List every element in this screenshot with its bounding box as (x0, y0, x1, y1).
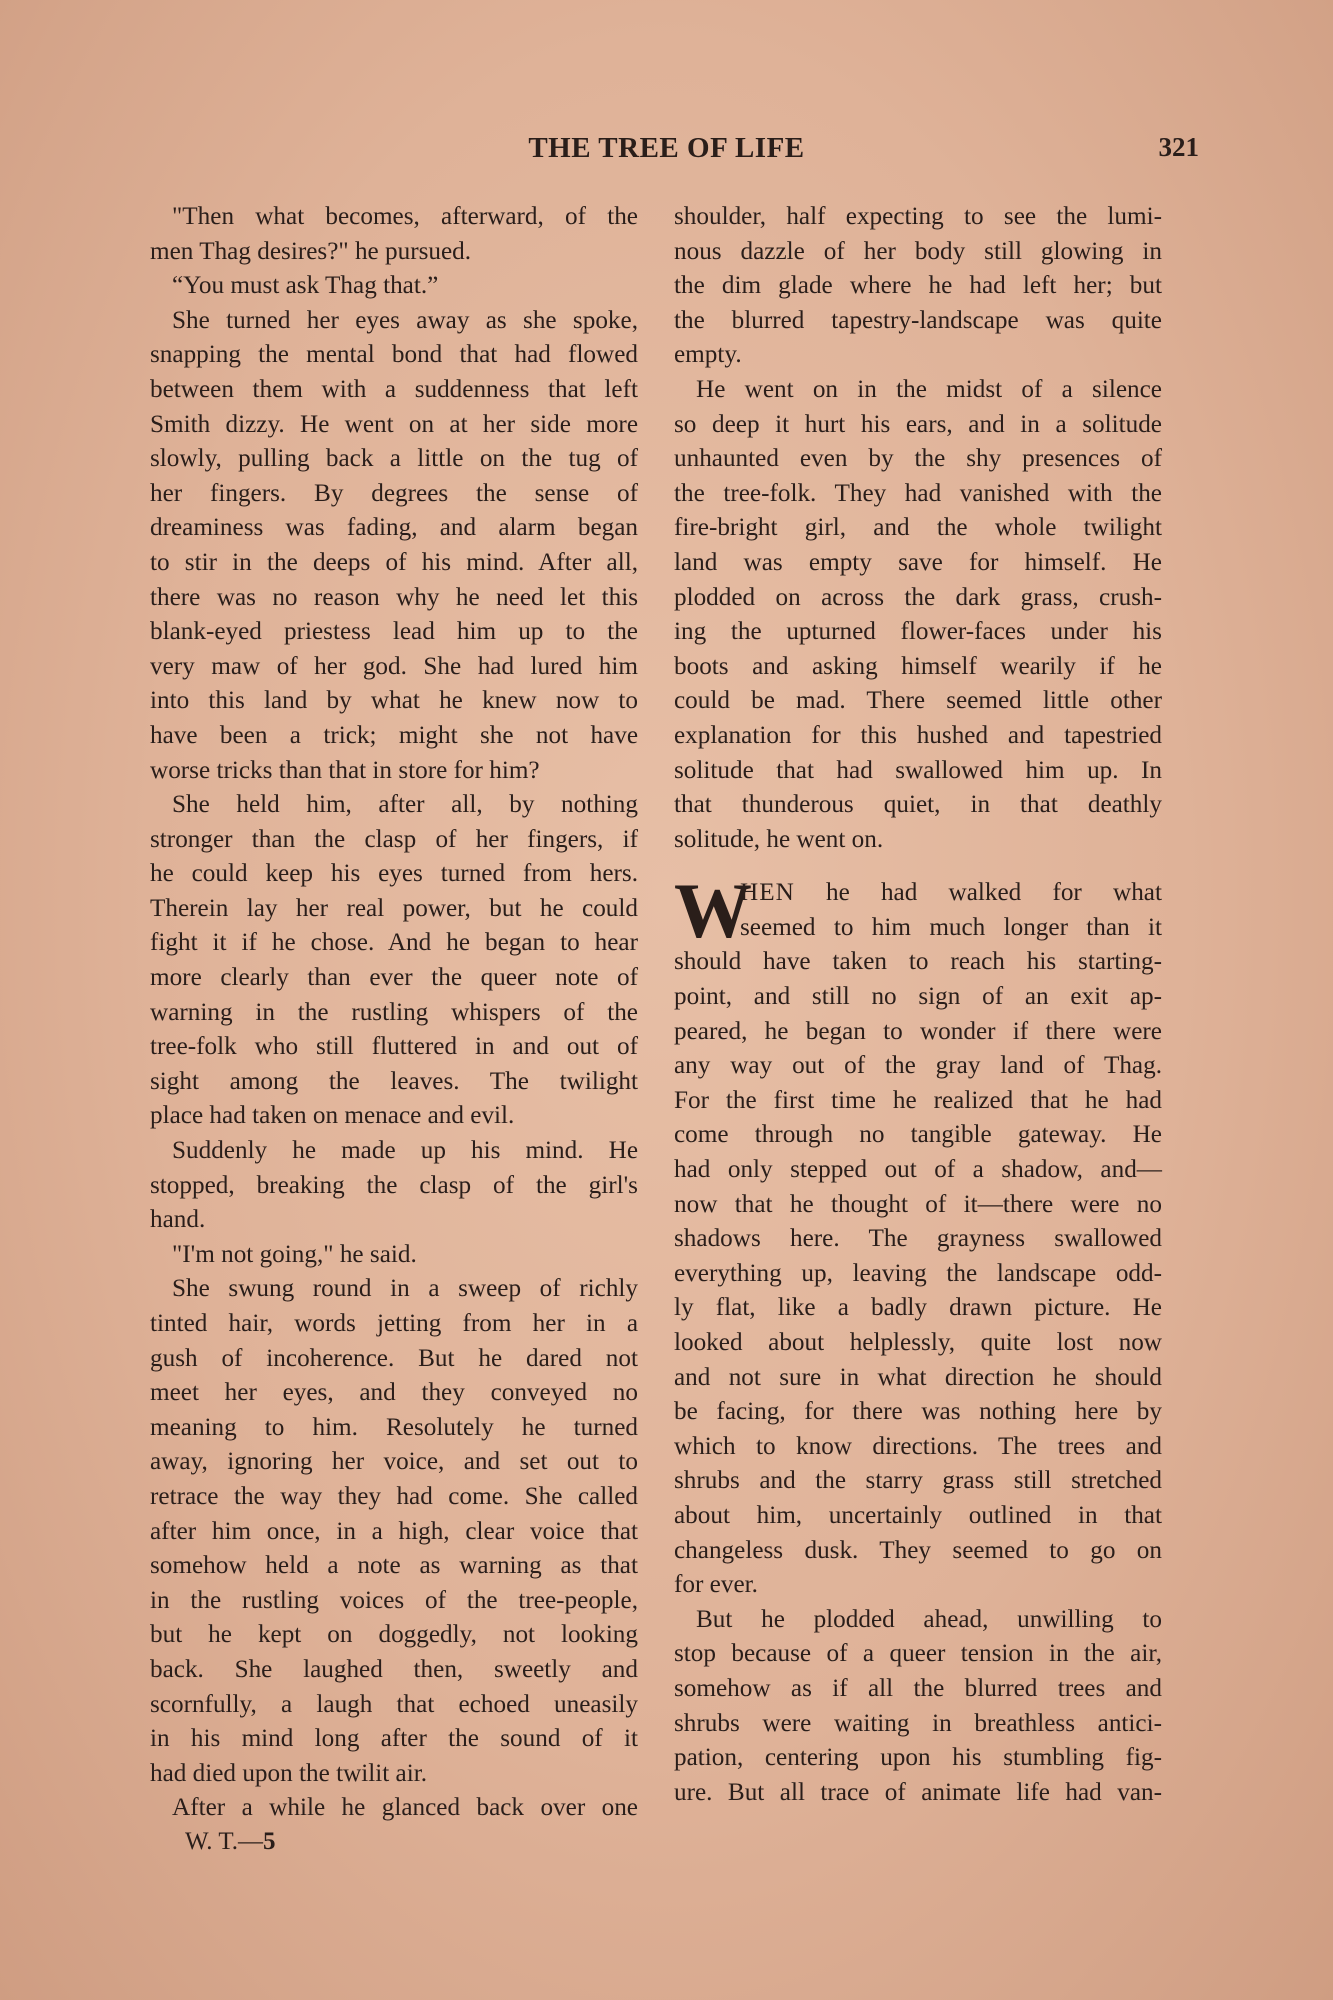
text-line: away, ignoring her voice, and set out to (150, 1448, 638, 1476)
text-line: stopped, breaking the clasp of the girl's (150, 1171, 638, 1199)
text-line: "I'm not going," he said. (172, 1240, 417, 1268)
text-line: tinted hair, words jetting from her in a (150, 1310, 638, 1337)
text-line: But he plodded ahead, unwilling to (696, 1605, 1162, 1633)
text-line: fire-bright girl, and the whole twilight (674, 514, 1162, 542)
text-line: changeless dusk. They seemed to go on (674, 1536, 1162, 1564)
text-line: fight it if he chose. And he began to hear (150, 929, 638, 957)
text-line: empty. (674, 341, 742, 369)
text-line: back. She laughed then, sweetly and (150, 1655, 638, 1683)
text-line: scornfully, a laugh that echoed uneasily (150, 1690, 638, 1718)
text-line: everything up, leaving the landscape odd- (674, 1259, 1162, 1287)
section-opening (674, 867, 1162, 955)
text-line: Therein lay her real power, but he could (150, 894, 638, 922)
text-line: ly flat, like a badly drawn picture. He (674, 1294, 1162, 1322)
text-line: explanation for this hushed and tapestried (674, 721, 1162, 749)
text-line: slowly, pulling back a little on the tug of (150, 445, 638, 473)
text-line: ing the upturned flower-faces under his (674, 618, 1162, 646)
text-line: She held him, after all, by nothing (172, 791, 638, 819)
text-line: Suddenly he made up his mind. He (172, 1137, 638, 1165)
text-line: the tree-folk. They had vanished with the (674, 479, 1162, 507)
line-text: he had walked for what (825, 879, 1162, 907)
text-line: there was no reason why he need let this (150, 583, 638, 611)
text-line: shrubs and the starry grass still stretched (674, 1467, 1162, 1495)
text-line: sight among the leaves. The twilight (150, 1067, 638, 1095)
text-line: looked about helplessly, quite lost now (674, 1329, 1162, 1356)
text-line: boots and asking himself wearily if he (674, 652, 1162, 680)
text-line: unhaunted even by the shy presences of (674, 445, 1162, 473)
text-line: which to know directions. The trees and (674, 1432, 1162, 1460)
text-line: any way out of the gray land of Thag. (674, 1052, 1162, 1080)
page-number: 321 (1158, 132, 1199, 162)
left-column (150, 200, 638, 1826)
text-line: meaning to him. Resolutely he turned (150, 1413, 638, 1441)
text-line: have been a trick; might she not have (150, 721, 638, 749)
text-line: nous dazzle of her body still glowing in (674, 237, 1162, 265)
text-line: more clearly than ever the queer note of (150, 964, 638, 992)
text-line: retrace the way they had come. She called (150, 1482, 638, 1510)
page-header (0, 132, 1333, 172)
text-line: to stir in the deeps of his mind. After all, (150, 548, 638, 576)
text-line: He went on in the midst of a silence (696, 375, 1162, 403)
right-column-top-text (674, 200, 1162, 857)
text-line: and not sure in what direction he should (674, 1363, 1162, 1391)
text-line: Smith dizzy. He went on at her side more (150, 410, 638, 438)
text-line: blank-eyed priestess lead him up to the (150, 618, 638, 646)
text-line: in the rustling voices of the tree-people, (150, 1586, 638, 1614)
text-line: pation, centering upon his stumbling fig- (674, 1744, 1162, 1772)
text-line: seemed to him much longer than it (740, 913, 1162, 941)
text-line: be facing, for there was nothing here by (674, 1398, 1162, 1426)
signature-prefix: W. T.— (185, 1828, 264, 1855)
text-line: hand. (150, 1206, 206, 1234)
text-line: into this land by what he knew now to (150, 687, 638, 715)
text-line: but he kept on doggedly, not looking (150, 1621, 638, 1649)
small-caps-word: HEN (740, 879, 795, 907)
text-line: dreaminess was fading, and alarm began (150, 514, 638, 542)
text-line: "Then what becomes, afterward, of the (172, 203, 638, 230)
right-column-bottom-text (674, 945, 1162, 1810)
text-line: men Thag desires?" he pursued. (150, 237, 472, 265)
text-line: solitude that had swallowed him up. In (674, 756, 1162, 784)
text-line: after him once, in a high, clear voice that (150, 1517, 638, 1545)
text-line: now that he thought of it—there were no (674, 1190, 1162, 1218)
text-line: solitude, he went on. (674, 825, 884, 853)
text-line: between them with a suddenness that left (150, 375, 638, 403)
text-line: land was empty save for himself. He (674, 548, 1162, 576)
text-line: meet her eyes, and they conveyed no (150, 1379, 638, 1407)
text-line: shrubs were waiting in breathless antici- (674, 1709, 1162, 1737)
text-line: had died upon the twilit air. (150, 1759, 428, 1787)
text-line: the dim glade where he had left her; but (674, 272, 1162, 300)
text-line: plodded on across the dark grass, crush- (674, 583, 1162, 611)
text-line: She turned her eyes away as she spoke, (172, 306, 638, 334)
right-column (674, 200, 1162, 1810)
signature-mark (185, 1828, 276, 1856)
text-line: somehow as if all the blurred trees and (674, 1674, 1162, 1702)
text-line: stop because of a queer tension in the air, (674, 1640, 1162, 1668)
text-line: about him, uncertainly outlined in that (674, 1501, 1162, 1529)
text-line: She swung round in a sweep of richly (172, 1275, 638, 1303)
text-line: snapping the mental bond that had flowed (150, 341, 638, 369)
text-line: very maw of her god. She had lured him (150, 652, 638, 680)
drop-cap: W (674, 867, 752, 955)
running-title: THE TREE OF LIFE (528, 132, 805, 164)
text-line: could be mad. There seemed little other (674, 687, 1162, 715)
text-line: peared, he began to wonder if there were (674, 1017, 1162, 1045)
text-line: stronger than the clasp of her fingers, if (150, 825, 638, 853)
text-line: somehow held a note as warning as that (150, 1552, 638, 1580)
text-line: place had taken on menace and evil. (150, 1102, 515, 1130)
text-line: gush of incoherence. But he dared not (150, 1344, 638, 1372)
text-line: “You must ask Thag that.” (172, 272, 439, 300)
text-line: come through no tangible gateway. He (674, 1121, 1162, 1149)
text-line: in his mind long after the sound of it (150, 1725, 638, 1753)
text-line: shoulder, half expecting to see the lumi- (674, 203, 1162, 230)
text-line: her fingers. By degrees the sense of (150, 479, 638, 507)
text-line: point, and still no sign of an exit ap- (674, 983, 1162, 1011)
text-line: shadows here. The grayness swallowed (674, 1225, 1162, 1253)
text-line: worse tricks than that in store for him? (150, 756, 540, 784)
text-line: warning in the rustling whispers of the (150, 998, 638, 1026)
text-line: for ever. (674, 1571, 758, 1599)
text-line: that thunderous quiet, in that deathly (674, 791, 1162, 819)
text-line: the blurred tapestry-landscape was quite (674, 306, 1162, 334)
text-line: had only stepped out of a shadow, and— (674, 1156, 1162, 1184)
text-line: For the first time he realized that he had (674, 1086, 1162, 1114)
signature-number: 5 (263, 1828, 276, 1855)
text-line: he could keep his eyes turned from hers. (150, 860, 638, 888)
text-line: should have taken to reach his starting- (674, 948, 1162, 976)
text-line: After a while he glanced back over one (172, 1794, 638, 1822)
text-line: so deep it hurt his ears, and in a solitude (674, 410, 1162, 438)
text-line: ure. But all trace of animate life had van- (674, 1778, 1162, 1806)
text-line: tree-folk who still fluttered in and out of (150, 1033, 638, 1061)
